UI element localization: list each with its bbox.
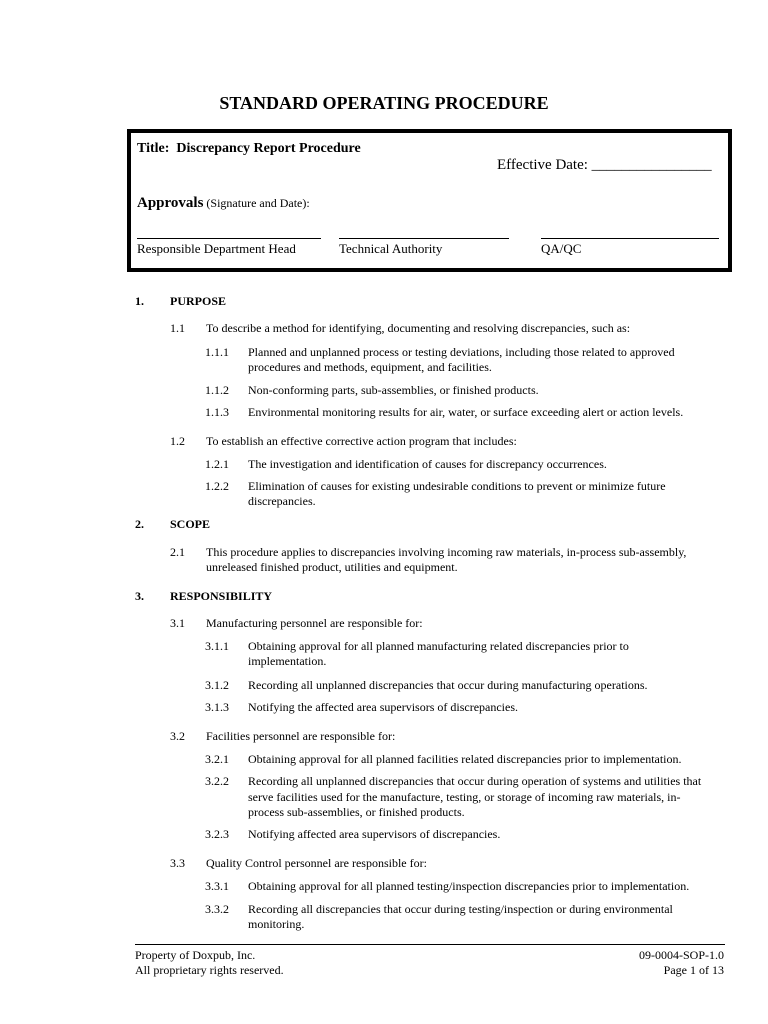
subitem-text: Planned and unplanned process or testing deviations, including those related to approved [248,345,675,359]
item-text: unreleased finished product, utilities and equipment. [206,560,458,574]
section-title-purpose: PURPOSE [170,294,227,308]
subitem-text: Recording all discrepancies that occur during testing/inspection or during environmental [248,902,673,916]
subitem-text: Notifying the affected area supervisors of discrepancies. [248,700,519,714]
subitem-text: Recording all unplanned discrepancies that occur during manufacturing operations. [248,678,648,692]
subitem-text: process sub-assemblies, or finished products. [248,805,465,819]
document-title: STANDARD OPERATING PROCEDURE [219,93,549,113]
footer-company: Property of Doxpub, Inc. [135,948,256,962]
item-number: 3.2 [170,729,185,743]
subitem-number: 3.2.2 [205,774,229,788]
subitem-text: Obtaining approval for all planned facilities related discrepancies prior to implementation. [248,752,682,766]
signatory-dept-head: Responsible Department Head [137,241,296,256]
item-number: 1.2 [170,434,185,448]
subitem-text: serve facilities used for the manufacture, testing, or storage of incoming raw materials, in- [248,790,681,804]
subitem-number: 3.1.3 [205,700,229,714]
subitem-text: discrepancies. [248,494,316,508]
section-title-responsibility: RESPONSIBILITY [170,589,273,603]
subitem-text: Non-conforming parts, sub-assemblies, or finished products. [248,383,539,397]
subitem-number: 1.1.2 [205,383,229,397]
item-number: 3.1 [170,616,185,630]
subitem-text: Notifying affected area supervisors of discrepancies. [248,827,501,841]
section-number: 3. [135,589,144,603]
approvals-label: Approvals [137,195,204,211]
section-title-scope: SCOPE [170,517,211,531]
item-text: To establish an effective corrective action program that includes: [206,434,517,448]
subitem-number: 1.2.1 [205,457,229,471]
item-text: Facilities personnel are responsible for: [206,729,396,743]
signature-line-dept-head [137,237,321,239]
subitem-text: monitoring. [248,917,305,931]
footer-page-number: Page 1 of 13 [663,963,724,977]
item-number: 1.1 [170,321,185,335]
subitem-text: Recording all unplanned discrepancies that occur during operation of systems and utilities that [248,774,702,788]
effective-date-field: Effective Date: ________________ [497,157,712,173]
item-number: 3.3 [170,856,185,870]
signatory-qaqc: QA/QC [541,241,582,256]
subitem-number: 1.2.2 [205,479,229,493]
title-value: Discrepancy Report Procedure [176,141,361,156]
approvals-hint: (Signature and Date): [206,196,310,210]
subitem-number: 3.3.1 [205,879,229,893]
subitem-number: 1.1.1 [205,345,229,359]
sop-header-box [127,129,732,272]
section-number: 1. [135,294,144,308]
subitem-text: Obtaining approval for all planned manufacturing related discrepancies prior to [248,639,629,653]
subitem-text: Elimination of causes for existing undesirable conditions to prevent or minimize future [248,479,666,493]
item-text: This procedure applies to discrepancies involving incoming raw materials, in-process sub-assembly, [206,545,687,559]
subitem-number: 1.1.3 [205,405,229,419]
footer-rights: All proprietary rights reserved. [135,963,284,977]
subitem-text: The investigation and identification of causes for discrepancy occurrences. [248,457,607,471]
subitem-text: Environmental monitoring results for air, water, or surface exceeding alert or action levels. [248,405,684,419]
subitem-number: 3.1.1 [205,639,229,653]
item-text: Quality Control personnel are responsible for: [206,856,427,870]
approvals-line [137,195,310,212]
sop-title-line [137,141,361,157]
subitem-text: procedures and methods, equipment, and facilities. [248,360,492,374]
signatory-tech-authority: Technical Authority [339,241,443,256]
subitem-text: Obtaining approval for all planned testing/inspection discrepancies prior to implementation. [248,879,690,893]
subitem-number: 3.2.1 [205,752,229,766]
item-number: 2.1 [170,545,185,559]
title-label: Title: [137,141,170,156]
item-text: Manufacturing personnel are responsible for: [206,616,423,630]
subitem-number: 3.3.2 [205,902,229,916]
section-number: 2. [135,517,144,531]
footer-divider [135,944,725,945]
item-text: To describe a method for identifying, documenting and resolving discrepancies, such as: [206,321,631,335]
signature-line-qaqc [541,237,719,239]
signature-line-tech-authority [339,237,509,239]
subitem-number: 3.1.2 [205,678,229,692]
subitem-number: 3.2.3 [205,827,229,841]
footer-doc-id: 09-0004-SOP-1.0 [638,948,724,962]
subitem-text: implementation. [248,654,327,668]
